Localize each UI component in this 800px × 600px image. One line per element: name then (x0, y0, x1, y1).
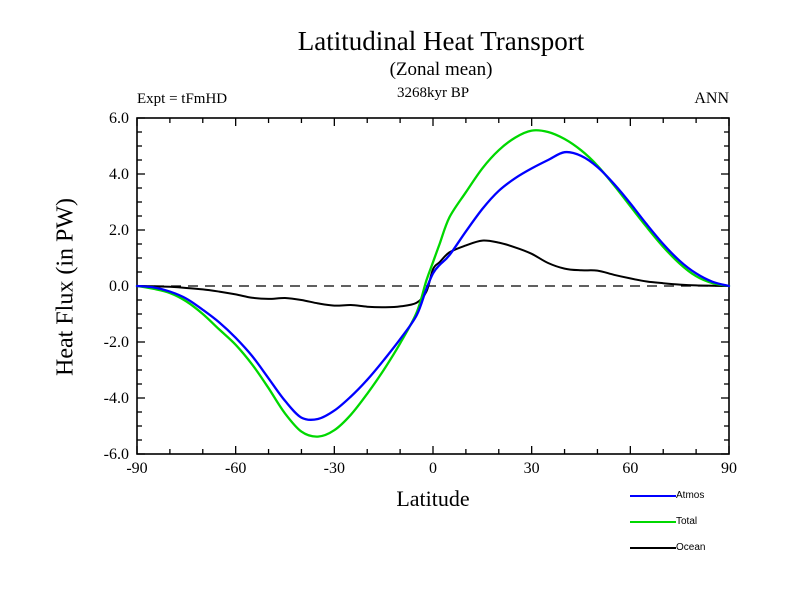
date-annotation: 3268kyr BP (396, 85, 470, 101)
legend-label-ocean: Ocean (676, 541, 706, 553)
x-axis-label: Latitude (396, 486, 470, 511)
experiment-annotation: Expt = tFmHD (137, 91, 228, 107)
svg-text:-30: -30 (323, 460, 345, 477)
legend-entry-total (630, 513, 705, 530)
svg-text:-2.0: -2.0 (103, 334, 129, 351)
svg-text:30: 30 (523, 460, 540, 477)
svg-text:60: 60 (622, 460, 639, 477)
ocean-line-swatch (630, 547, 676, 549)
svg-text:0.0: 0.0 (109, 278, 129, 295)
legend-label-total: Total (676, 515, 698, 527)
chart-subtitle: (Zonal mean) (389, 59, 493, 80)
season-annotation: ANN (694, 90, 729, 107)
legend-entry-ocean (630, 539, 705, 556)
svg-text:4.0: 4.0 (109, 166, 129, 183)
svg-text:-4.0: -4.0 (103, 390, 129, 407)
svg-text:-6.0: -6.0 (103, 446, 129, 463)
svg-text:90: 90 (721, 460, 737, 477)
svg-text:6.0: 6.0 (109, 110, 129, 127)
total-line-swatch (630, 521, 676, 523)
x-ticks (126, 118, 737, 477)
svg-text:2.0: 2.0 (109, 222, 129, 239)
legend-label-atmos: Atmos (676, 489, 705, 501)
total-curve (137, 130, 729, 436)
svg-text:-90: -90 (126, 460, 148, 477)
svg-text:0: 0 (429, 460, 437, 477)
y-axis-label: Heat Flux (in PW) (52, 198, 79, 376)
atmos-line-swatch (630, 495, 676, 497)
svg-text:-60: -60 (225, 460, 247, 477)
legend (630, 487, 705, 565)
chart-title: Latitudinal Heat Transport (297, 26, 585, 56)
legend-entry-atmos (630, 487, 705, 504)
